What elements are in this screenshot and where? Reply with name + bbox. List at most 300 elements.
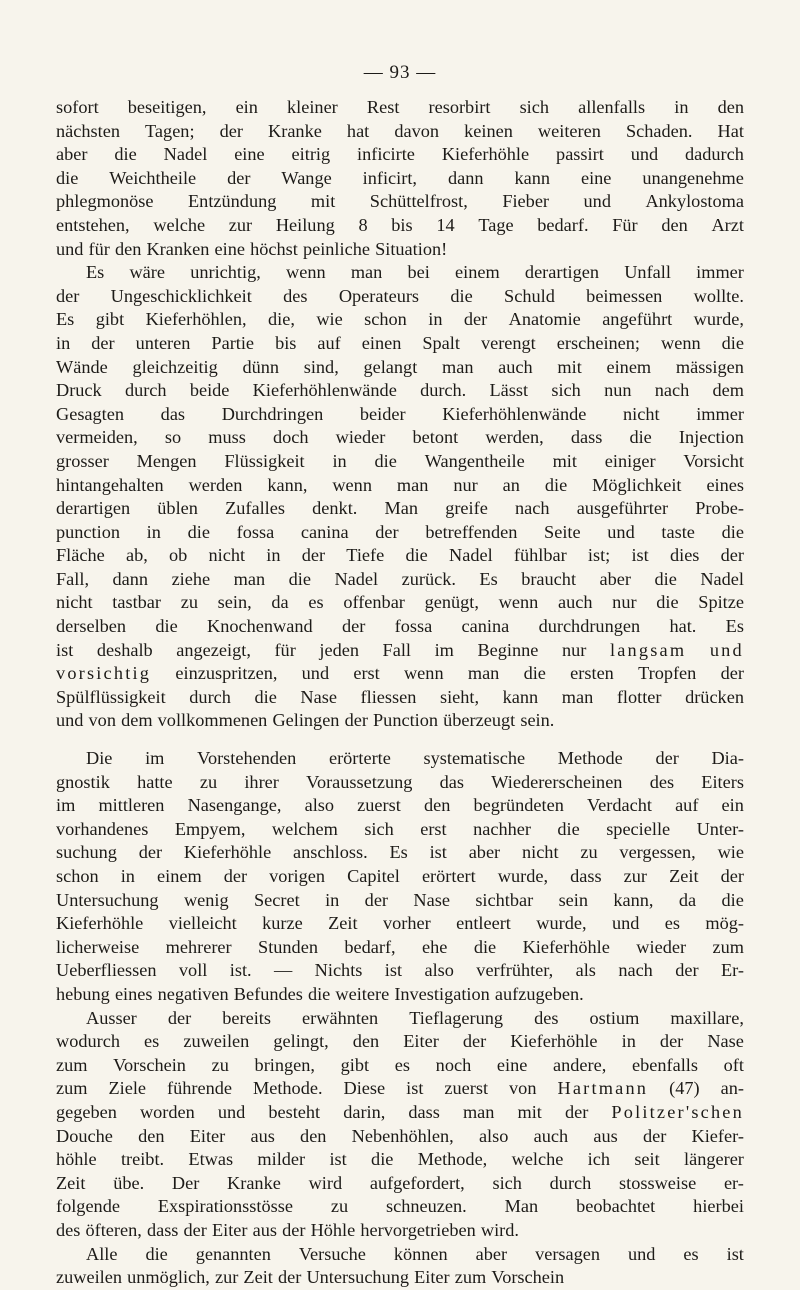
word: ich [587, 1149, 610, 1170]
paragraph [56, 261, 744, 733]
word: der [167, 1007, 192, 1028]
word: Gelingen [272, 710, 340, 731]
word: deshalb [96, 639, 153, 660]
word: in [146, 521, 161, 542]
word: hat. [669, 616, 697, 637]
word: überzeugt [443, 710, 516, 731]
word: und [217, 1101, 246, 1122]
word: wurde, [497, 866, 549, 886]
word: dass [570, 427, 603, 448]
text-line [56, 615, 744, 639]
word: sich [364, 818, 394, 839]
text-line [56, 285, 744, 309]
text-line [56, 1030, 744, 1054]
word: specielle [606, 818, 671, 839]
text-line [56, 497, 744, 521]
text-line [56, 1266, 744, 1290]
word: Tiefe [346, 545, 385, 566]
text-line [56, 1195, 744, 1219]
word: Ziele [108, 1078, 147, 1099]
word: in [428, 309, 443, 330]
word: punction [56, 521, 120, 542]
word: sich [551, 380, 581, 401]
word: wenn [286, 262, 326, 283]
word: bedarf, [344, 936, 396, 957]
word: Politzer'schen [611, 1101, 744, 1122]
paragraph-gap [56, 733, 744, 747]
text-line [56, 190, 744, 214]
word: Schaden. [625, 120, 693, 141]
word: Operateurs [338, 285, 420, 306]
word: die [145, 1243, 168, 1264]
word: Nebenhöhlen, [351, 1125, 454, 1146]
word: Methode. [252, 1078, 323, 1099]
word: aufzugeben. [494, 983, 584, 1004]
word: den [114, 238, 142, 259]
word: und [611, 913, 640, 934]
word: zum [56, 1054, 88, 1075]
word: drücken [685, 686, 744, 707]
word: mit [517, 1101, 542, 1122]
word: schon [56, 866, 99, 886]
word: die [557, 818, 580, 839]
word: auf [675, 795, 699, 816]
word: Diese [343, 1078, 386, 1099]
word: die [114, 144, 137, 165]
word: ziehe [171, 568, 211, 589]
word: derselben [56, 616, 127, 637]
word: Druck [56, 380, 102, 401]
word: die [374, 450, 397, 471]
text-line [56, 474, 744, 498]
word: der [282, 1219, 306, 1240]
word: Ungeschicklichkeit [110, 285, 252, 306]
word: tastbar [112, 592, 161, 613]
text-line [56, 450, 744, 474]
word: canina [461, 616, 510, 637]
text-line [56, 1172, 744, 1196]
paragraph [56, 1243, 744, 1290]
word: gegeben [56, 1101, 117, 1122]
word: so [164, 427, 182, 448]
word: der [462, 1031, 487, 1052]
word: die, [268, 309, 295, 330]
word: zuweilen [183, 1031, 250, 1052]
word: nachher [473, 818, 531, 839]
word: Durchdringen [221, 403, 324, 424]
word: Die [86, 748, 113, 769]
word: einem [455, 262, 500, 283]
word: wird [308, 1172, 343, 1193]
word: Man [504, 1196, 539, 1217]
word: Fieber [502, 191, 550, 212]
word: immer [696, 403, 744, 424]
word: ausgeführter [576, 498, 669, 519]
word: Wiedererscheinen [491, 771, 623, 792]
word: zu [199, 771, 218, 792]
word: der [642, 1125, 667, 1146]
text-line [56, 96, 744, 120]
word: höchst [250, 238, 298, 259]
paragraph [56, 1007, 744, 1243]
word: eines [706, 474, 744, 495]
word: Tagen; [145, 120, 195, 141]
text-line [56, 544, 744, 568]
word: ist [429, 842, 447, 863]
word: inficirt, [362, 167, 417, 188]
text-line [56, 747, 744, 771]
word: Anatomie [508, 309, 581, 330]
word: Möglichkeit [592, 474, 682, 495]
word: den [300, 1125, 327, 1146]
word: Kranke [268, 120, 322, 141]
word: Der [171, 1172, 200, 1193]
word: Ankylostoma [645, 191, 744, 212]
word: Wände [56, 356, 108, 377]
word: — [273, 960, 293, 981]
word: welche [153, 214, 206, 235]
word: inficirte [357, 144, 415, 165]
word: gleichzeitig [132, 356, 218, 377]
word: ob [169, 545, 188, 566]
word: längerer [684, 1149, 744, 1170]
word: öfteren, [85, 1219, 142, 1240]
word: wie [717, 842, 744, 863]
word: und [583, 191, 611, 212]
word: auch [498, 356, 533, 377]
word: verengt [480, 332, 536, 353]
word: in [674, 97, 689, 117]
word: es [394, 1054, 410, 1075]
word: sichtbar [475, 889, 534, 910]
word: Es [479, 568, 498, 589]
word: die [721, 332, 744, 353]
word: Zeit [243, 1267, 273, 1288]
word: mög- [705, 913, 744, 934]
word: beimessen [586, 285, 663, 306]
word: mit [310, 191, 336, 212]
word: Stunden [258, 936, 318, 957]
word: und [56, 710, 84, 731]
word: also [304, 795, 335, 816]
word: da [271, 592, 289, 613]
word: nicht [622, 403, 660, 424]
word: vorigen [269, 866, 325, 886]
word: hintangehalten [56, 474, 164, 495]
text-line [56, 568, 744, 592]
word: die [473, 936, 497, 957]
word: die [405, 545, 428, 566]
word: wurde, [536, 913, 587, 934]
word: mit [557, 356, 582, 377]
word: bereits [222, 1007, 271, 1028]
word: für [88, 238, 110, 259]
text-line [56, 1125, 744, 1149]
word: weiteren [537, 120, 601, 141]
word: folgende [56, 1196, 120, 1217]
word: Untersuchung [306, 1267, 409, 1288]
word: Für [612, 214, 638, 235]
word: die [56, 167, 79, 188]
word: entstehen, [56, 214, 130, 235]
word: fossa [236, 521, 275, 542]
word: gelingt, [273, 1031, 329, 1052]
word: licherweise [56, 936, 140, 957]
word: worden [139, 1101, 195, 1122]
text-line [56, 332, 744, 356]
word: Eiter [403, 1031, 439, 1052]
word: ihrer [244, 771, 279, 792]
word: es [308, 592, 324, 613]
text-line [56, 261, 744, 285]
word: gibt [95, 309, 125, 330]
word: 14 [436, 214, 455, 235]
text-line [56, 1077, 744, 1101]
word: Nadel [334, 568, 379, 589]
word: zu [330, 1196, 349, 1217]
word: der [375, 521, 399, 542]
word: systematische [423, 748, 526, 769]
word: Ausser [86, 1007, 137, 1028]
word: beider [359, 403, 406, 424]
word: Kieferhöhle [510, 1031, 598, 1052]
word: kann [502, 686, 539, 707]
word: voll [178, 960, 208, 981]
word: dadurch [685, 144, 744, 165]
word: ist [329, 1149, 347, 1170]
text-line [56, 426, 744, 450]
word: sind, [303, 356, 339, 377]
text-line [56, 662, 744, 686]
text-line [56, 1054, 744, 1078]
word: Voraussetzung [306, 771, 413, 792]
word: durchdrungen [538, 616, 641, 637]
word: Tropfen [638, 663, 697, 684]
word: von [88, 710, 116, 731]
text-line [56, 983, 744, 1007]
word: jeden [319, 639, 359, 660]
word: Situation! [375, 238, 448, 259]
word: mittleren [98, 795, 165, 816]
word: Zufalles [225, 498, 285, 519]
text-line [56, 709, 744, 733]
word: Kieferhöhle [441, 144, 530, 165]
word: eine [214, 238, 245, 259]
text-line [56, 959, 744, 983]
word: Schüttelfrost, [369, 191, 468, 212]
word: noch [435, 1054, 472, 1075]
word: der [344, 710, 368, 731]
word: eitrig [291, 144, 331, 165]
word: fühlbar [513, 545, 567, 566]
word: Secret [254, 889, 300, 910]
word: der [183, 1219, 207, 1240]
word: und [607, 521, 635, 542]
word: sein. [520, 710, 555, 731]
word: in [325, 889, 340, 910]
word: die [187, 521, 210, 542]
word: zurück. [401, 568, 456, 589]
word: kann, [267, 474, 308, 495]
word: zuerst [444, 1078, 489, 1099]
word: zum [712, 936, 744, 957]
word: derartigen [56, 498, 131, 519]
word: Empyem, [174, 818, 246, 839]
word: Spülflüssigkeit [56, 686, 166, 707]
word: Entzündung [188, 191, 277, 212]
word: zur [214, 1267, 239, 1288]
word: im [434, 639, 454, 660]
word: in [120, 866, 135, 886]
word: Nase [413, 889, 450, 910]
word: Hat [717, 120, 744, 141]
word: aus [593, 1125, 618, 1146]
word: es [664, 913, 680, 934]
word: der [659, 1031, 684, 1052]
word: phlegmonöse [56, 191, 154, 212]
word: Es [86, 262, 105, 283]
word: dem [712, 380, 744, 401]
text-line [56, 120, 744, 144]
word: man [396, 474, 429, 495]
text-line [56, 1101, 744, 1125]
text-line [56, 143, 744, 167]
word: ist. [229, 960, 252, 981]
word: als [575, 960, 596, 981]
word: dann [447, 167, 484, 188]
text-line [56, 1219, 744, 1243]
word: resorbirt [428, 97, 491, 117]
word: Kieferhöhle [56, 913, 144, 934]
word: Unter- [696, 818, 744, 839]
word: einem [157, 866, 202, 886]
word: (47) [669, 1078, 700, 1099]
word: die [629, 427, 652, 448]
word: man [561, 686, 594, 707]
word: braucht [521, 568, 577, 589]
word: Spitze [698, 592, 744, 613]
word: grosser [56, 450, 109, 471]
word: peinliche [302, 238, 370, 259]
word: übe. [113, 1172, 145, 1193]
word: und [709, 639, 744, 660]
word: Punction [373, 710, 439, 731]
word: Untersuchung [56, 889, 159, 910]
word: die [288, 568, 311, 589]
text-line [56, 214, 744, 238]
word: ebenfalls [631, 1054, 698, 1075]
word: durch. [420, 380, 467, 401]
word: hervorgetrieben [360, 1219, 476, 1240]
word: passirt [556, 144, 604, 165]
word: bei [407, 262, 430, 283]
word: durch [124, 380, 167, 401]
word: nicht [521, 842, 559, 863]
word: zuerst [357, 795, 401, 816]
word: werden [188, 474, 243, 495]
word: Kiefer- [691, 1125, 744, 1146]
word: aber [468, 842, 501, 863]
page-number: — 93 — [363, 62, 437, 83]
word: Mengen [136, 450, 197, 471]
word: Ueberfliessen [56, 960, 157, 981]
word: zur [228, 214, 253, 235]
word: nach [654, 380, 690, 401]
word: dann [112, 568, 149, 589]
word: offenbar [343, 592, 405, 613]
word: das [160, 403, 186, 424]
text-line [56, 771, 744, 795]
word: und [56, 238, 84, 259]
word: seit [634, 1149, 660, 1170]
word: versagen [535, 1243, 601, 1264]
word: man [233, 568, 266, 589]
word: canina [300, 521, 349, 542]
word: Heilung [275, 214, 335, 235]
word: genannten [195, 1243, 271, 1264]
word: besteht [268, 1101, 321, 1122]
word: nach [618, 960, 653, 981]
word: unangenehme [642, 167, 744, 188]
text-line [56, 639, 744, 663]
word: Knochenwand [207, 616, 313, 637]
word: Kieferhöhlenwände [442, 403, 587, 424]
word: betont [412, 427, 459, 448]
word: Capitel [347, 866, 400, 886]
word: greife [445, 498, 488, 519]
word: Verdacht [586, 795, 652, 816]
word: nun [604, 380, 632, 401]
word: ist [56, 639, 74, 660]
word: andere, [553, 1054, 607, 1075]
word: ersten [570, 663, 614, 684]
word: man [467, 663, 500, 684]
word: welche [511, 1149, 564, 1170]
word: da [678, 889, 697, 910]
word: werden, [485, 427, 544, 448]
word: in [332, 450, 347, 471]
word: des [56, 1219, 81, 1240]
word: der [277, 1267, 302, 1288]
word: nur [561, 639, 587, 660]
text-line [56, 912, 744, 936]
word: mässigen [675, 356, 744, 377]
word: fossa [394, 616, 433, 637]
word: die [155, 616, 178, 637]
word: sein [558, 889, 589, 910]
word: im [56, 795, 76, 816]
word: man [350, 262, 383, 283]
text-line [56, 591, 744, 615]
word: der [463, 309, 488, 330]
word: führende [167, 1078, 232, 1099]
word: Er- [720, 960, 744, 981]
word: Investigation [394, 983, 490, 1004]
text-line [56, 1148, 744, 1172]
word: also [478, 1125, 509, 1146]
word: anschloss. [293, 842, 368, 863]
word: oft [723, 1054, 744, 1075]
word: Douche [56, 1125, 113, 1146]
word: der [301, 545, 326, 566]
word: den [717, 97, 744, 117]
word: Eiters [701, 771, 744, 792]
word: in [56, 332, 71, 353]
text-line [56, 403, 744, 427]
word: den [352, 1031, 380, 1052]
word: entleert [456, 913, 511, 934]
word: durch [189, 686, 231, 707]
